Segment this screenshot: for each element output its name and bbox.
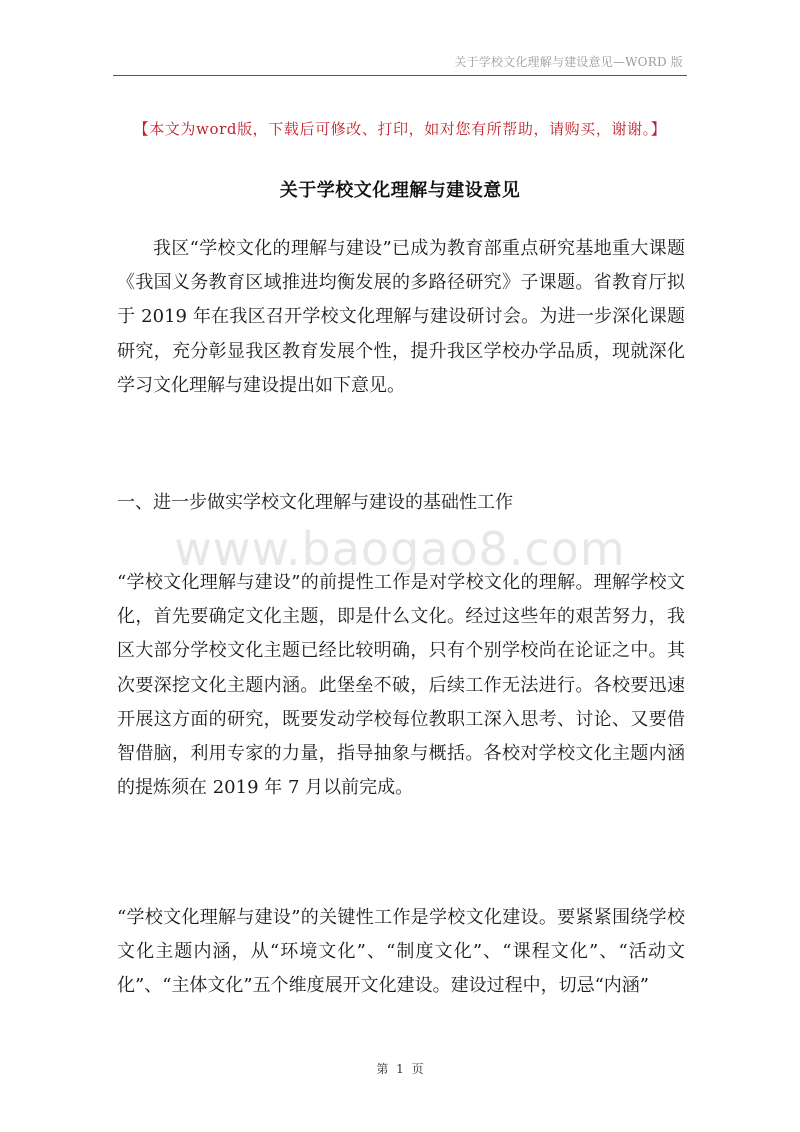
- running-header: 关于学校文化理解与建设意见—WORD 版: [454, 55, 683, 69]
- intro-paragraph: 我区“学校文化的理解与建设”已成为教育部重点研究基地重大课题《我国义务教育区域推进均衡发展的多路径研究》子课题。省教育厅拟于 2019 年在我区召开学校文化理解与建设研讨会。为进一步深化课题研究，充分彰显我区教育发展个性，提升我区学校办学品质，现就深化学习文化理解与建设提出如下意见。: [117, 238, 685, 396]
- header-divider: [113, 75, 687, 76]
- section-heading: 一、进一步做实学校文化理解与建设的基础性工作: [117, 492, 513, 513]
- foundation-paragraph: “学校文化理解与建设”的前提性工作是对学校文化的理解。理解学校文化，首先要确定文化主题，即是什么文化。经过这些年的艰苦努力，我区大部分学校文化主题已经比较明确，只有个别学校尚在论证之中。其次要深挖文化主题内涵。此堡垒不破，后续工作无法进行。各校要迅速开展这方面的研究，既要发动学校每位教职工深入思考、讨论、又要借智借脑，利用专家的力量，指导抽象与概括。各校对学校文化主题内涵的提炼须在 2019 年 7 月以前完成。: [117, 572, 685, 799]
- purchase-notice: 【本文为word版，下载后可修改、打印，如对您有所帮助，请购买，谢谢。】: [133, 120, 667, 138]
- watermark: www.baogao8.com: [174, 522, 626, 576]
- construction-paragraph: “学校文化理解与建设”的关键性工作是学校文化建设。要紧紧围绕学校文化主题内涵，从“环境文化”、“制度文化”、“课程文化”、“活动文化”、“主体文化”五个维度展开文化建设。建设过程中，切忌“内涵”: [117, 907, 685, 997]
- document-title: 关于学校文化理解与建设意见: [279, 180, 521, 201]
- page-number: 第 1 页: [376, 1062, 424, 1076]
